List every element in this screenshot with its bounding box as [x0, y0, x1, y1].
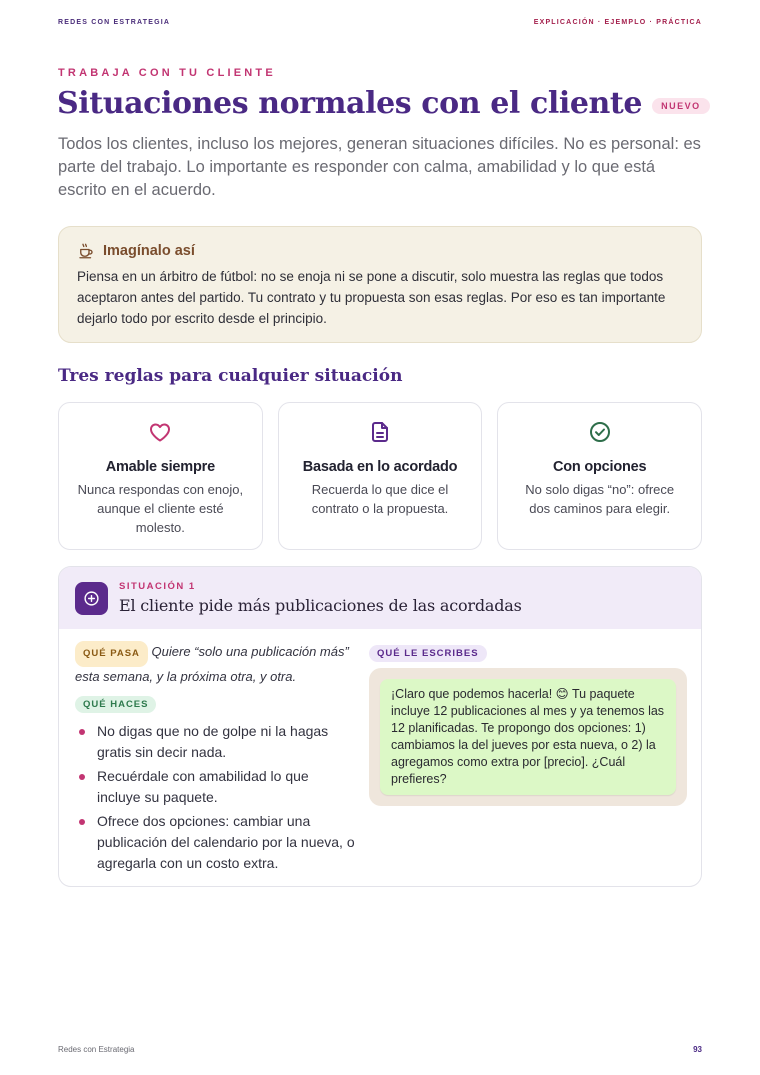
bullet-dot	[79, 819, 85, 825]
new-badge: NUEVO	[652, 98, 710, 114]
title-row	[57, 86, 710, 121]
rule-description: No solo digas “no”: ofrece dos caminos para elegir.	[525, 482, 675, 516]
situation-title: El cliente pide más publicaciones de las acordadas	[119, 596, 522, 615]
rules-grid	[58, 402, 702, 550]
what-happens-label: QUÉ PASA	[75, 641, 148, 667]
document-icon	[368, 420, 392, 444]
what-you-do	[75, 694, 355, 713]
what-you-write-label: QUÉ LE ESCRIBES	[369, 645, 487, 662]
situation-header	[59, 567, 701, 629]
situation-left-column	[75, 641, 355, 877]
what-happens	[75, 641, 355, 686]
rule-card-agreement	[278, 402, 483, 550]
list-item	[75, 766, 355, 808]
check-circle-icon	[588, 420, 612, 444]
footer-title: Redes con Estrategia	[58, 1045, 135, 1054]
what-happens-text: Quiere “solo una publicación más” esta semana, y la próxima otra, y otra.	[75, 644, 349, 684]
heart-icon	[148, 420, 172, 444]
rule-title: Amable siempre	[105, 459, 215, 475]
list-item-text: Ofrece dos opciones: cambiar una publicación del calendario por la nueva, o agregarla con un costo extra.	[97, 813, 355, 871]
section-kicker: TRABAJA CON TU CLIENTE	[58, 67, 276, 79]
list-item-text: No digas que no de golpe ni la hagas gratis sin decir nada.	[97, 723, 329, 760]
chat-message-bubble: ¡Claro que podemos hacerla! 😊 Tu paquete incluye 12 publicaciones al mes y ya tenemos las 12 planificadas. Te propongo dos opciones: 1) cambiamos la del jueves por esta nueva, o 2) la agregamos como extra por [precio]. ¿Cuál prefieres?	[380, 679, 676, 795]
rule-description: Nunca respondas con enojo, aunque el cliente esté molesto.	[77, 482, 244, 535]
chat-background	[369, 668, 687, 806]
action-list	[75, 721, 355, 874]
situation-card	[58, 566, 702, 887]
rule-title: Con opciones	[552, 459, 647, 475]
list-item	[75, 811, 355, 874]
plus-circle-icon	[75, 582, 108, 615]
situation-number: SITUACIÓN 1	[119, 581, 196, 592]
page-title: Situaciones normales con el cliente	[57, 86, 643, 121]
imagine-heading	[77, 242, 683, 260]
rule-title: Basada en lo acordado	[302, 459, 458, 475]
running-header-right: EXPLICACIÓN · EJEMPLO · PRÁCTICA	[533, 19, 702, 26]
rule-card-options	[497, 402, 702, 550]
page-number: 93	[693, 1045, 702, 1054]
imagine-text: Piensa en un árbitro de fútbol: no se enoja ni se pone a discutir, solo muestra las reglas que todos aceptaron antes del partido. Tu contrato y tu propuesta son esas reglas. Por eso es tan importante dejarlo todo por escrito desde el principio.	[77, 269, 666, 326]
bullet-dot	[79, 729, 85, 735]
imagine-callout	[58, 226, 702, 343]
rules-heading: Tres reglas para cualquier situación	[58, 366, 403, 386]
rule-card-kind	[58, 402, 263, 550]
list-item-text: Recuérdale con amabilidad lo que incluye su paquete.	[97, 768, 309, 805]
bullet-dot	[79, 774, 85, 780]
running-header-left: REDES CON ESTRATEGIA	[58, 19, 171, 26]
list-item	[75, 721, 355, 763]
cup-icon	[77, 242, 95, 260]
situation-right-column	[369, 643, 687, 806]
imagine-title: Imagínalo así	[103, 243, 195, 259]
situation-heading	[119, 581, 522, 615]
rule-description: Recuerda lo que dice el contrato o la propuesta.	[311, 482, 449, 516]
intro-paragraph: Todos los clientes, incluso los mejores, generan situaciones difíciles. No es personal: es parte del trabajo. Lo importante es responder con calma, amabilidad y lo que está escrito en el acuerdo.	[58, 135, 701, 199]
what-you-do-label: QUÉ HACES	[75, 696, 156, 713]
